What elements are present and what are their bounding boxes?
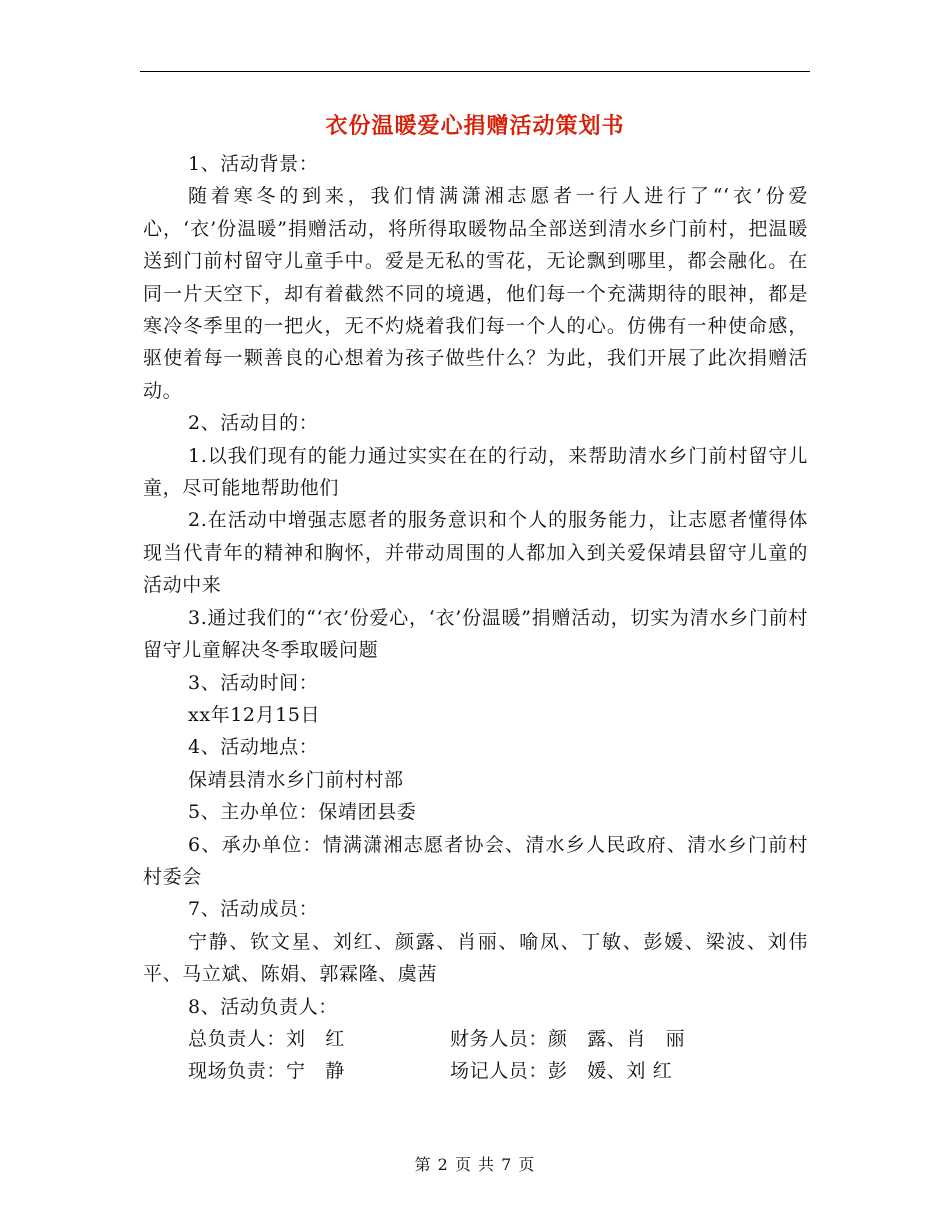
document-body (143, 148, 808, 1088)
section-heading-members: 7、活动成员： (188, 898, 319, 921)
section-heading-location: 4、活动地点： (188, 736, 319, 759)
document-title: 衣份温暖爱心捐赠活动策划书 (325, 113, 625, 139)
header-rule (140, 71, 810, 72)
paragraph-background: 随着寒冬的到来，我们情满潇湘志愿者一行人进行了“‘衣’份爱心，‘衣’份温暖”捐赠活动，将所得取暖物品全部送到清水乡门前村，把温暖送到门前村留守儿童手中。爱是无私的雪花，无论飘到哪里，都会融化。在同一片天空下，却有着截然不同的境遇，他们每一个充满期待的眼神，都是寒冷冬季里的一把火，无不灼烧着我们每一个人的心。仿佛有一种使命感，驱使着每一颗善良的心想着为孩子做些什么？为此，我们开展了此次捐赠活动。 (143, 185, 808, 402)
responsible-right: 财务人员：颜 露、肖 丽 (450, 1027, 686, 1050)
purpose-item-3: 3.通过我们的“‘衣’份爱心，‘衣’份温暖”捐赠活动，切实为清水乡门前村留守儿童解决冬季取暖问题 (143, 606, 808, 662)
section-heading-purpose: 2、活动目的： (188, 412, 319, 435)
responsible-row (143, 1055, 808, 1087)
activity-date: xx年12月15日 (188, 703, 321, 726)
responsible-right: 场记人员：彭 媛、刘 红 (450, 1060, 673, 1083)
section-co-organizer: 6、承办单位：情满潇湘志愿者协会、清水乡人民政府、清水乡门前村村委会 (143, 833, 808, 888)
page-indicator: 第 2 页 共 7 页 (414, 1155, 536, 1174)
section-heading-background: 1、活动背景： (188, 153, 319, 175)
section-organizer: 5、主办单位：保靖团县委 (188, 801, 417, 824)
activity-location: 保靖县清水乡门前村村部 (188, 768, 404, 791)
responsible-left: 总负责人：刘 红 (188, 1027, 345, 1050)
section-heading-time: 3、活动时间： (188, 671, 319, 694)
member-list: 宁静、钦文星、刘红、颜露、肖丽、喻凤、丁敏、彭媛、梁波、刘伟平、马立斌、陈娟、郭霖隆、虞茜 (143, 930, 808, 986)
responsible-left: 现场负责：宁 静 (188, 1060, 345, 1083)
section-heading-responsibles: 8、活动负责人： (188, 995, 338, 1018)
purpose-item-1: 1.以我们现有的能力通过实实在在的行动，来帮助清水乡门前村留守儿童，尽可能地帮助他们 (143, 444, 808, 500)
responsible-row (143, 1023, 808, 1055)
purpose-item-2: 2.在活动中增强志愿者的服务意识和个人的服务能力，让志愿者懂得体现当代青年的精神和胸怀，并带动周围的人都加入到关爱保靖县留守儿童的活动中来 (143, 509, 808, 597)
